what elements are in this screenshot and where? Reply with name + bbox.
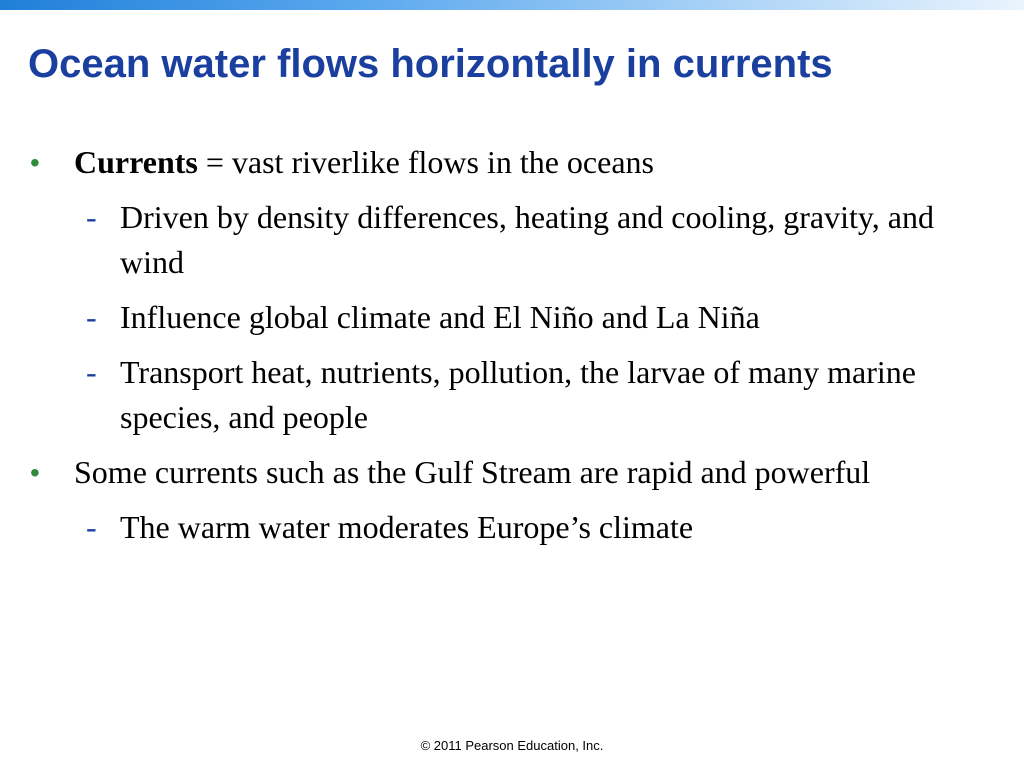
dash-marker: - xyxy=(86,299,97,335)
sub-bullet-item xyxy=(86,195,960,285)
bullet-definition: = vast riverlike flows in the oceans xyxy=(197,144,654,180)
dash-marker: - xyxy=(86,509,97,545)
bullet-text: Some currents such as the Gulf Stream are rapid and powerful xyxy=(74,454,871,490)
slide-title: Ocean water flows horizontally in currents xyxy=(28,42,833,86)
bullet-marker: • xyxy=(30,457,40,488)
bullet-marker: • xyxy=(30,147,40,178)
bullet-text xyxy=(74,140,960,185)
top-gradient-bar xyxy=(0,0,1024,10)
bullet-item xyxy=(30,450,960,495)
sub-bullet-text: Driven by density differences, heating and cooling, gravity, and wind xyxy=(120,199,934,280)
dash-marker: - xyxy=(86,199,97,235)
sub-bullet-item xyxy=(86,505,960,550)
bullet-item xyxy=(30,140,960,185)
sub-bullet-text: Influence global climate and El Niño and La Niña xyxy=(120,299,760,335)
sub-bullet-item xyxy=(86,295,960,340)
slide-body xyxy=(30,140,960,560)
copyright-footer: © 2011 Pearson Education, Inc. xyxy=(420,738,604,753)
sub-bullet-text: Transport heat, nutrients, pollution, the larvae of many marine species, and people xyxy=(120,354,916,435)
bullet-term: Currents xyxy=(74,144,198,180)
sub-bullet-item xyxy=(86,350,960,440)
sub-bullet-text: The warm water moderates Europe’s climate xyxy=(120,509,694,545)
dash-marker: - xyxy=(86,354,97,390)
